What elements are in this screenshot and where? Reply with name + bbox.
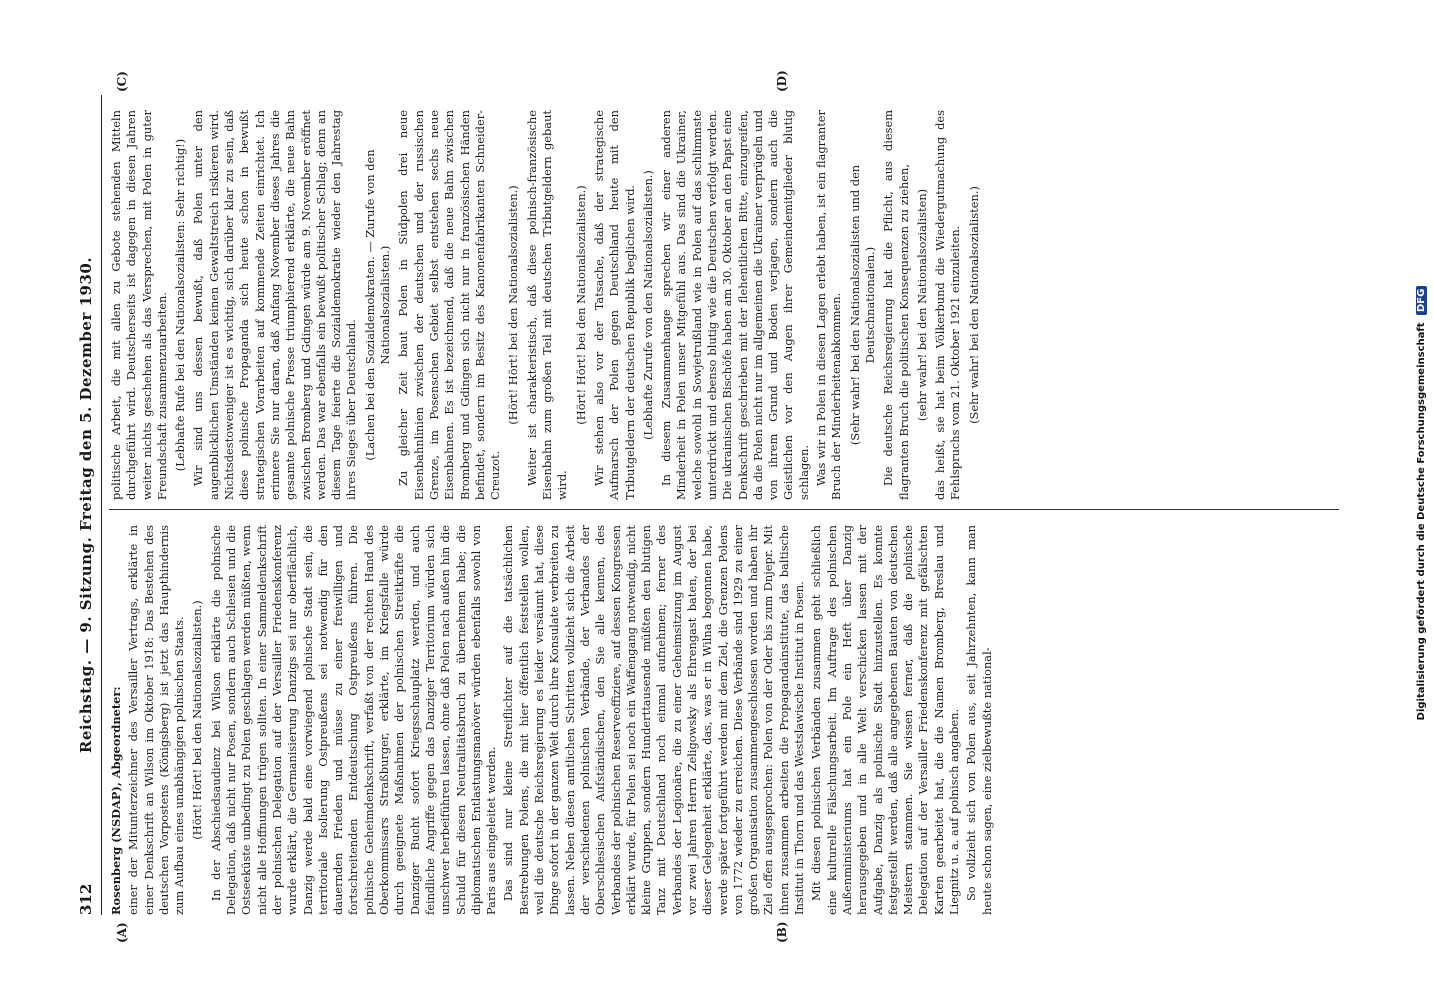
paragraph: Was wir in Polen in diesen Lagen erlebt haben, ist ein flagranter Bruch der Minderheitenabkommen.	[814, 110, 844, 500]
paragraph: Die deutsche Reichsregierung hat die Pflicht, aus diesem flagranten Bruch die politischen Konsequenzen zu ziehen,	[881, 110, 911, 500]
interjection: (Hört! Hört! bei den Nationalsozialisten.)	[573, 185, 588, 425]
speaker-line: Rosenberg (NSDAP), Abgeordneter:	[109, 686, 123, 915]
page-header	[75, 95, 102, 915]
interjection: (Hört! Hört! bei den Nationalsozialisten.)	[506, 185, 521, 425]
paragraph: einer der Mitunterzeichner des Versailler Vertrags, erklärte in einer Denkschrift an Wilson im Oktober 1918: Das Bestehen des deutschen Vorpostens (Königsberg) ist jetzt das Haupthindernis zum Aufbau eines unabhängigen polnischen Staats.	[126, 525, 187, 915]
paragraph: Das sind nur kleine Streiflichter auf die tatsächlichen Bestrebungen Polens, die mit hier öffentlich feststellen wollen, weil die deutsche Reichsregierung es leider versäumt hat, diese Dinge sofort in der ganzen Welt durch ihre Konsulate verbreiten zu lassen. Neben diesen amtlichen Schritten vollzieht sich die Arbeit der verschiedenen polnischen Verbände, der Verbandes der Oberschlesischen Aufständischen, den Sie alle kennen, des Verbandes der polnischen Reserveoffiziere, auf dessen Kongressen erklärt wurde, für Polen sei noch ein Waffengang notwendig, nicht kleine Gruppen, sondern Hunderttausende müßten den blutigen Tanz mit Deutschland noch einmal aufnehmen; ferner des Verbandes der Legionäre, die zu einer Geheimsitzung im August vor zwei Jahren Herrn Zeligowsky als Ehrengast baten, der bei dieser Gelegenheit erklärte, das, was er in Wilna begonnen habe, werde später fortgeführt werden mit dem Ziel, die Grenzen Polens von 1772 wieder zu erreichen. Diese Verbände sind 1929 zu einer großen Organisation zusammengeschlossen worden und haben ihr Ziel offen ausgesprochen: Polen von der Oder bis zum Dnjepr. Mit ihnen zusammen arbeiten die Propagandainstitute, das baltische Institut in Thorn und das Westslawische Institut in Posen.	[501, 525, 807, 915]
paragraph: Weiter ist charakteristisch, daß diese polnisch-französische Eisenbahn zum großen Teil mit deutschen Tributgeldern gebaut wird.	[524, 110, 570, 500]
margin-marker-a: (A)	[115, 922, 129, 943]
paragraph: In der Abschiedsaudienz bei Wilson erklärte die polnische Delegation, daß nicht nur Posen, sondern auch Schlesien und die Ostseeküste unbedingt zu Polen geschlagen werden müßten, wenn nicht alle Hoffnungen trügen sollten. In einer Sammeldenkschrift der polnischen Delegation auf der Versailler Friedenskonferenz wurde erklärt, die Germanisierung Danzigs sei nur oberflächlich, Danzig werde bald eine vorwiegend polnische Stadt sein, die territoriale Isolierung Ostpreußens sei notwendig für den dauernden Frieden und müsse zu einer freiwilligen und fortschreitenden Entdeutschung Ostpreußens führen. Die polnische Geheimdenkschrift, verfaßt von der rechten Hand des Oberkommissars Straßburger, erklärte, im Kriegsfalle würde durch geeignete Maßnahmen der polnischen Streitkräfte die Danziger Bucht sofort Kriegsschauplatz werden, und auch feindliche Angriffe gegen das Danziger Territorium würden sich unschwer herbeiführen lassen, ohne daß Polen nach außen hin die Schuld für diesen Neutralitätsbruch zu übernehmen habe; die diplomatischen Entlastungsmanöver würden ebenfalls sowohl von Paris aus eingeleitet werden.	[208, 525, 499, 915]
rotated-page-content	[75, 70, 1365, 943]
margin-marker-b: (B)	[775, 921, 789, 943]
paragraph: das heißt, sie hat beim Völkerbund die Wiedergutmachung des Fehlspruchs vom 21. Oktober 1921 einzuleiten.	[933, 110, 963, 500]
margin-marker-d: (D)	[775, 70, 789, 92]
dfg-badge: DFG	[1416, 286, 1427, 315]
interjection: (Hört! Hört! bei den Nationalsozialisten.)	[190, 600, 205, 840]
interjection: (Sehr wahr! bei den Nationalsozialisten und den Deutschnationalen.)	[847, 164, 877, 446]
column-divider	[109, 509, 1339, 510]
page-title: Reichstag. — 9. Sitzung. Freitag den 5. Dezember 1930.	[77, 256, 95, 754]
left-column	[109, 525, 1349, 915]
paragraph: In diesem Zusammenhange sprechen wir einer anderen Minderheit in Polen unser Mitgefühl aus. Das sind die Ukrainer, welche sowohl in Sowjetrußland wie in Polen auf das schlimmste unterdrückt und ebenso blutig wie die Deutschen verfolgt werden. Die ukrainischen Bischöfe haben am 30. Oktober an den Papst eine Denkschrift geschrieben mit der flehentlichen Bitte, einzugreifen, da die Polen nicht nur im allgemeinen die Ukrainer verprügeln und von ihrem Grund und Boden verjagen, sondern auch die Geistlichen vor den Augen ihrer Gemeindemitglieder blutig schlagen.	[659, 110, 811, 500]
paragraph: politische Arbeit, die mit allen zu Gebote stehenden Mitteln durchgeführt wird. Deutscherseits ist dagegen in diesen Jahren weiter nichts geschehen als das Versprechen, mit Polen in guter Freundschaft zusammenzuarbeiten.	[109, 110, 169, 500]
paragraph: Mit diesen polnischen Verbänden zusammen geht schließlich eine kulturelle Fälschungsarbeit. Im Auftrage des polnischen Außenministeriums hat ein Pole ein Heft über Danzig herausgegeben und in alle Welt verschicken lassen mit der Aufgabe, Danzig als polnische Stadt hinzustellen. Es konnte festgestellt werden, daß alle angegebenen Bauten von deutschen Meistern stammen. Sie wissen ferner, daß die polnische Delegation auf der Versailler Friedenskonferenz mit gefälschten Karten gearbeitet hat, die die Namen Bromberg, Breslau und Liegnitz u. a. auf polnisch angaben.	[809, 525, 962, 915]
paragraph: So vollzieht sich von Polen aus, seit Jahrzehnten, kann man heute schon sagen, eine zielbewußte national-	[964, 525, 994, 915]
interjection: (Lebhafte Rufe bei den Nationalsozialisten: Sehr richtig!)	[173, 138, 188, 472]
interjection: (Lebhafte Zurufe von den Nationalsozialisten.)	[640, 170, 655, 440]
paragraph: Zu gleicher Zeit baut Polen in Südpolen drei neue Eisenbahnlinien zwischen der deutschen und der russischen Grenze, im Posenschen Gebiet selbst entstehen sechs neue Eisenbahnen. Es ist bezeichnend, daß die neue Bahn zwischen Bromberg und Gdingen sich nicht nur in französischen Händen befindet, sondern im Besitz des Kanonenfabrikanten Schneider-Creuzot.	[396, 110, 503, 500]
paragraph: Wir stehen also vor der Tatsache, daß der strategische Aufmarsch der Polen gegen Deutschland heute mit den Tributgeldern der deutschen Republik beglichen wird.	[591, 110, 637, 500]
interjection: (Lachen bei den Sozialdemokraten. — Zurufe von den Nationalsozialisten.)	[362, 149, 393, 461]
margin-marker-c: (C)	[115, 71, 129, 92]
right-column	[109, 110, 1349, 500]
interjection: (Sehr wahr! bei den Nationalsozialisten.)	[966, 186, 981, 424]
page-number: 312	[77, 883, 95, 915]
funding-note-text: Digitalisierung gefördert durch die Deutsche Forschungsgemeinschaft	[1416, 322, 1427, 721]
interjection: (sehr wahr! bei den Nationalsozialisten)	[914, 188, 929, 422]
funding-note	[1416, 8, 1432, 998]
paragraph: Wir sind uns dessen bewußt, daß Polen unter den augenblicklichen Umständen keinen Gewaltstreich riskieren wird. Nichtsdestoweniger ist es wichtig, sich darüber klar zu sein, daß diese polnische Propaganda sich heute schon in bewußt strategischen Vorarbeiten auf kommende Zeiten einrichtet. Ich erinnere Sie nur daran, daß Anfang November dieses Jahres die gesamte polnische Presse triumphierend erklärte, die neue Bahn zwischen Bromberg und Gdingen würde am 9. November eröffnet werden. Das war ebenfalls ein bewußt politischer Schlag; denn an diesem Tage feierte die Sozialdemokratie wieder den Jahrestag ihres Sieges über Deutschland.	[191, 110, 359, 500]
